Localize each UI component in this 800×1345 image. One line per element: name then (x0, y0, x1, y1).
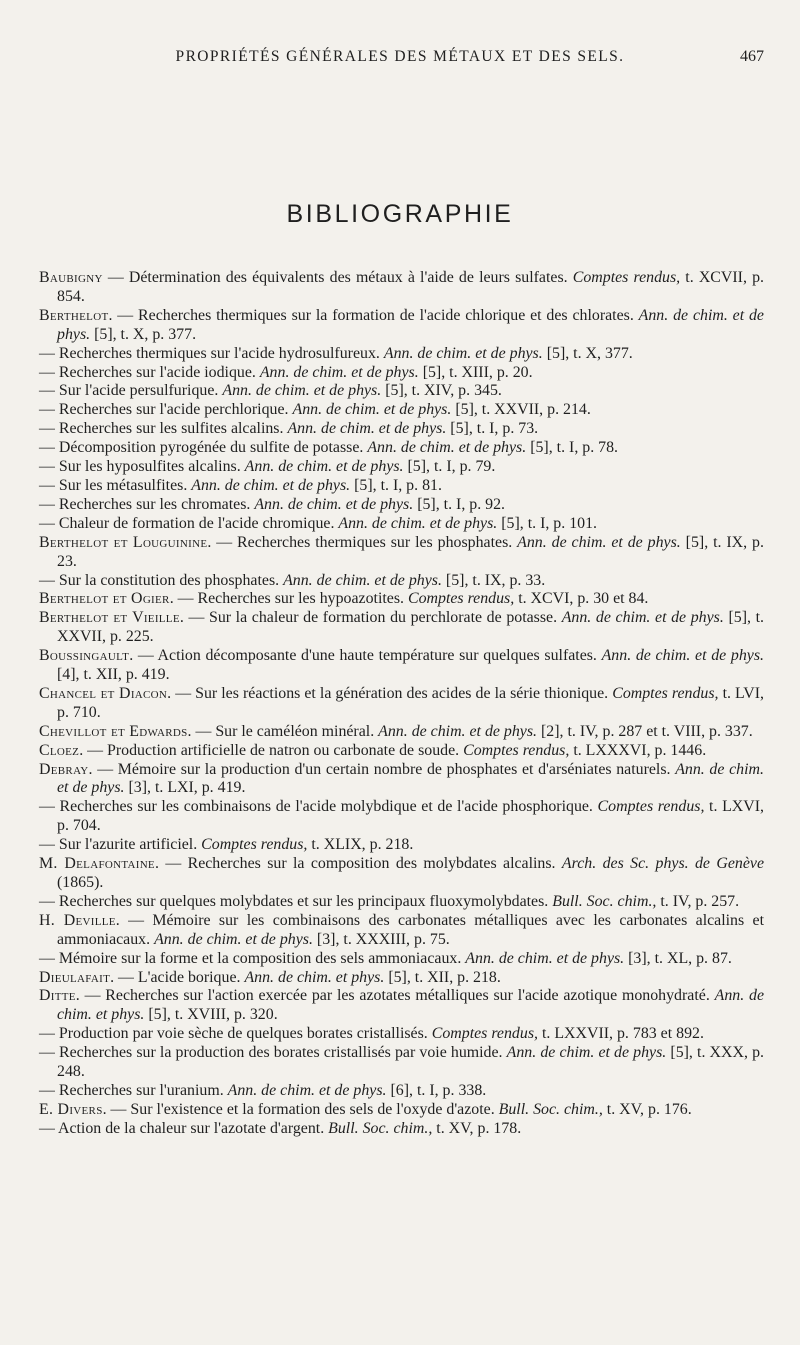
entry-text: — Détermination des équivalents des métaux à l'aide de leurs sulfates. (102, 269, 573, 286)
entry-text: . — L'acide borique. (110, 968, 245, 986)
bibliography-entry (39, 496, 764, 515)
entry-ref: [5], t. XII, p. 218. (384, 968, 501, 986)
bibliography-entry (39, 534, 764, 572)
entry-journal: Ann. de chim. et de phys. (378, 722, 538, 740)
entry-text: — Mémoire sur la forme et la composition des sels ammoniacaux. (39, 949, 466, 967)
entry-journal: Ann. de chim. et de phys. (517, 533, 681, 551)
entry-text: — Sur la constitution des phosphates. (39, 571, 284, 589)
bibliography-entry (39, 609, 764, 647)
bibliography-entry (39, 836, 764, 855)
entry-journal: Ann. de chim. et de phys. (601, 647, 764, 665)
entry-ref: [5], t. I, p. 78. (526, 439, 619, 457)
bibliography-entry (39, 798, 764, 836)
entry-journal: Ann. de chim. et de phys. (227, 1081, 387, 1099)
entry-journal: Ann. de chim. et de phys. (254, 495, 414, 513)
entry-journal: Ann. de chim. et phys. (244, 968, 385, 986)
bibliography-entry (39, 458, 764, 477)
entry-journal: Ann. de chim. et de phys. (154, 930, 313, 948)
entry-text: — Recherches sur l'uranium. (39, 1081, 228, 1099)
entry-journal: Ann. de chim. et de phys. (383, 344, 543, 362)
entry-ref: [5], t. X, 377. (542, 344, 633, 362)
entry-author: Dieulafait (39, 968, 111, 986)
entry-journal: Ann. de chim. et de phys. (57, 760, 764, 797)
entry-text: — Décomposition pyrogénée du sulfite de potasse. (39, 439, 368, 457)
bibliography-entry (39, 1044, 764, 1082)
bibliography-entry (39, 1082, 764, 1101)
bibliography-entry (39, 345, 764, 364)
entry-journal: Ann. de chim. et de phys. (244, 458, 404, 476)
entry-journal: Comptes rendus, (407, 590, 515, 608)
entry-text: — Action de la chaleur sur l'azotate d'argent. (39, 1119, 329, 1137)
entry-author: Cloez (39, 741, 80, 759)
bibliography-entry (39, 893, 764, 912)
entry-ref: [5], t. IX, p. 33. (441, 571, 546, 589)
entry-journal: Comptes rendus, (597, 798, 705, 816)
entry-author: Chancel et Diacon (39, 684, 168, 702)
entry-text: — Sur l'acide persulfurique. (39, 382, 223, 400)
entry-journal: Comptes rendus, (612, 684, 719, 702)
bibliography-entry (39, 401, 764, 420)
bibliography-entry (39, 912, 764, 950)
entry-text: . — Sur le caméléon minéral. (187, 722, 379, 740)
bibliography-entry (39, 590, 764, 609)
bibliography-entry (39, 269, 764, 307)
running-head (36, 44, 764, 72)
bibliography-entry (39, 1025, 764, 1044)
bibliography-entry (39, 742, 764, 761)
entry-author: Berthelot (39, 306, 109, 324)
entry-journal: Ann. de chim. et de phys. (222, 382, 382, 400)
bibliography-entry (39, 969, 764, 988)
entry-text: . — Recherches thermiques sur la formation de l'acide chlorique et des chlorates. (108, 306, 639, 324)
entry-ref: t. LXVI, p. 704. (57, 798, 764, 835)
bibliography-entry (39, 307, 764, 345)
bibliography-entry (39, 572, 764, 591)
bibliography-entry (39, 1101, 764, 1120)
entry-text: — Recherches sur les chromates. (39, 495, 255, 513)
bibliography-entry (39, 364, 764, 383)
entry-ref: [5], t. I, p. 101. (497, 514, 598, 532)
entry-author: Debray (39, 760, 89, 778)
entry-journal: Ann. de chim. et de phys. (465, 949, 625, 967)
entry-text: — Sur les hyposulfites alcalins. (39, 458, 245, 476)
bibliography-entry (39, 987, 764, 1025)
entry-author: H. Deville (39, 911, 116, 929)
bibliography-entry (39, 723, 764, 742)
entry-text: — Recherches thermiques sur l'acide hydrosulfureux. (39, 344, 384, 362)
entry-author: Boussingault (39, 647, 130, 665)
entry-ref: [5], t. XXX, p. 248. (57, 1044, 764, 1081)
entry-text: — Sur les métasulfites. (39, 476, 192, 494)
entry-journal: Ann. de chim. et de phys. (259, 363, 419, 381)
entry-ref: [5], t. XVIII, p. 320. (144, 1006, 278, 1024)
section-title: BIBLIOGRAPHIE (286, 199, 514, 228)
entry-journal: Ann. de chim. et de phys. (367, 439, 527, 457)
entry-author: Berthelot et Louguinine (39, 533, 208, 551)
entry-ref: t. LXXXVI, p. 1446. (569, 741, 707, 759)
entry-ref: [5], t. X, p. 377. (90, 325, 197, 343)
entry-ref: [5], t. IX, p. 23. (57, 533, 764, 570)
entry-author: Baubigny (39, 269, 103, 286)
entry-journal: Bull. Soc. chim., (552, 892, 657, 910)
entry-journal: Ann. de chim. et de phys. (283, 571, 442, 589)
entry-text: . — Production artificielle de natron ou carbonate de soude. (79, 741, 464, 759)
entry-author: Berthelot et Vieille (39, 609, 180, 627)
entry-ref: t. LVI, p. 710. (57, 684, 765, 721)
bibliography-entry (39, 950, 764, 969)
entry-text: . — Recherches thermiques sur les phosphates. (207, 533, 518, 551)
entry-ref: [3], t. XXXIII, p. 75. (312, 930, 450, 948)
entry-journal: Bull. Soc. chim., (328, 1119, 433, 1137)
entry-text: — Recherches sur l'acide iodique. (39, 363, 260, 381)
entry-journal: Ann. de chim. et de phys. (287, 420, 447, 438)
bibliography-entry (39, 515, 764, 534)
entry-ref: [5], t. XIV, p. 345. (381, 382, 502, 400)
entry-ref: t. LXXVII, p. 783 et 892. (537, 1025, 704, 1043)
entry-author: Berthelot et Ogier (39, 590, 170, 608)
entry-ref: [5], t. I, p. 92. (413, 495, 506, 513)
entry-text: . — Sur l'existence et la formation des sels de l'oxyde d'azote. (102, 1100, 499, 1118)
entry-text: . — Mémoire sur la production d'un certain nombre de phosphates et d'arséniates naturels. (88, 760, 676, 778)
entry-text: — Production par voie sèche de quelques borates cristallisés. (39, 1025, 432, 1043)
entry-ref: [4], t. XII, p. 419. (57, 666, 170, 684)
entry-text: . — Recherches sur la composition des molybdates alcalins. (154, 855, 562, 873)
entry-ref: [5], t. I, p. 79. (403, 458, 496, 476)
entry-ref: (1865). (57, 874, 104, 891)
bibliography-entry (39, 761, 764, 799)
entry-text: — Recherches sur quelques molybdates et sur les principaux fluoxymolybdates. (39, 892, 553, 910)
entry-journal: Arch. des Sc. phys. de Genève (561, 855, 764, 873)
entry-ref: [2], t. IV, p. 287 et t. VIII, p. 337. (537, 722, 753, 740)
bibliography-entry (39, 647, 764, 685)
entry-ref: [3], t. LXI, p. 419. (124, 779, 246, 797)
entry-ref: t. XV, p. 176. (602, 1100, 692, 1118)
entry-author: E. Divers (39, 1100, 103, 1118)
entry-journal: Ann. de chim. et de phys. (191, 476, 351, 494)
entry-journal: Ann. de chim. et de phys. (57, 306, 764, 343)
entry-author: M. Delafontaine (39, 855, 155, 873)
entry-text: — Recherches sur l'acide perchlorique. (39, 401, 293, 419)
entry-text: — Recherches sur la production des borates cristallisés par voie humide. (39, 1044, 507, 1062)
entry-ref: t. XCVII, p. 854. (57, 269, 764, 305)
bibliography-entry (39, 685, 764, 723)
entry-text: — Chaleur de formation de l'acide chromique. (39, 514, 339, 532)
running-title: PROPRIÉTÉS GÉNÉRALES DES MÉTAUX ET DES SELS. (175, 48, 625, 65)
entry-ref: t. XV, p. 178. (432, 1119, 522, 1137)
entry-text: . — Sur la chaleur de formation du perchlorate de potasse. (179, 609, 562, 627)
entry-journal: Comptes rendus, (201, 836, 308, 854)
entry-journal: Ann. de chim. et phys. (57, 987, 764, 1024)
page-number: 467 (740, 48, 764, 65)
entry-journal: Comptes rendus, (431, 1025, 538, 1043)
entry-ref: t. IV, p. 257. (656, 892, 740, 910)
bibliography-entry (39, 382, 764, 401)
entry-text: . — Mémoire sur les combinaisons des carbonates métalliques avec les carbonates alcalins et ammoniacaux. (57, 911, 764, 948)
entry-journal: Comptes rendus, (463, 741, 570, 759)
bibliography-list (39, 269, 764, 1139)
entry-ref: t. XLIX, p. 218. (307, 836, 414, 854)
entry-ref: [5], t. I, p. 73. (446, 420, 539, 438)
entry-author: Ditte (39, 987, 76, 1005)
entry-ref: [3], t. XL, p. 87. (624, 949, 732, 967)
entry-text: . — Action décomposante d'une haute température sur quelques sulfates. (129, 647, 602, 665)
entry-text: — Recherches sur les combinaisons de l'acide molybdique et de l'acide phosphorique. (39, 798, 598, 816)
bibliography-entry (39, 477, 764, 496)
entry-ref: [5], t. XIII, p. 20. (418, 363, 533, 381)
entry-journal: Comptes rendus, (572, 269, 681, 286)
bibliography-entry (39, 1120, 764, 1139)
entry-journal: Ann. de chim. et de phys. (338, 514, 498, 532)
entry-text: . — Sur les réactions et la génération des acides de la série thionique. (167, 684, 613, 702)
entry-journal: Bull. Soc. chim., (498, 1100, 603, 1118)
entry-text: — Recherches sur les sulfites alcalins. (39, 420, 288, 438)
entry-journal: Ann. de chim. et de phys. (561, 609, 724, 627)
entry-journal: Ann. de chim. et de phys. (292, 401, 452, 419)
entry-text: — Sur l'azurite artificiel. (39, 836, 202, 854)
entry-text: . — Recherches sur l'action exercée par les azotates métalliques sur l'acide azotique monohydraté. (75, 987, 715, 1005)
bibliography-entry (39, 420, 764, 439)
entry-ref: t. XCVI, p. 30 et 84. (514, 590, 649, 608)
entry-ref: [5], t. XXVII, p. 214. (451, 401, 591, 419)
entry-ref: [5], t. I, p. 81. (350, 476, 442, 494)
bibliography-entry (39, 439, 764, 458)
entry-author: Chevillot et Edwards (39, 722, 188, 740)
entry-ref: [6], t. I, p. 338. (386, 1081, 487, 1099)
entry-ref: [5], t. XXVII, p. 225. (57, 609, 764, 646)
entry-journal: Ann. de chim. et de phys. (506, 1044, 667, 1062)
bibliography-entry (39, 855, 764, 893)
entry-text: . — Recherches sur les hypoazotites. (169, 590, 408, 608)
